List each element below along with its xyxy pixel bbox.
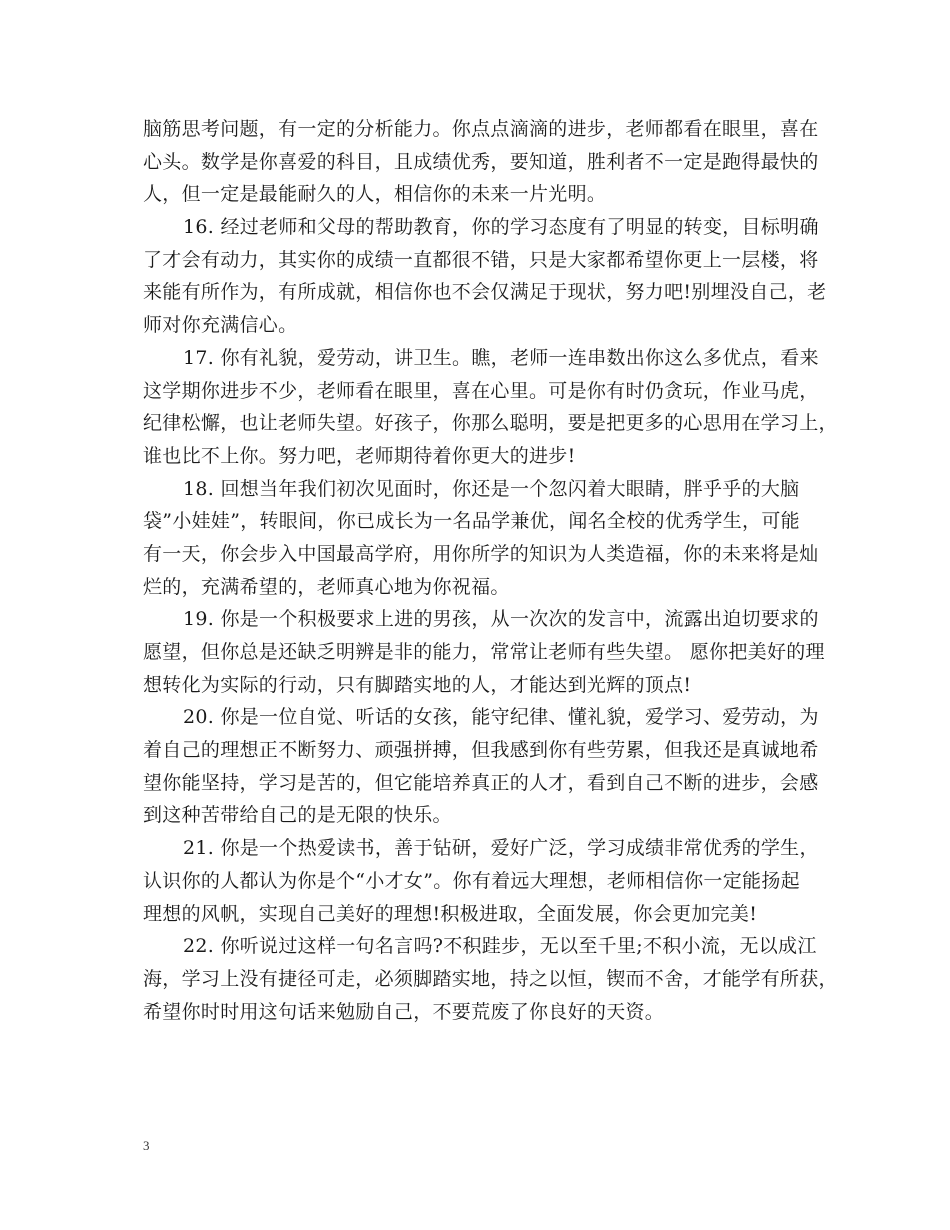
text-line: 想转化为实际的行动，只有脚踏实地的人，才能达到光辉的顶点!	[143, 673, 692, 696]
text-line: 21. 你是一个热爱读书，善于钻研，爱好广泛，学习成绩非常优秀的学生，	[183, 837, 819, 860]
text-line: 20. 你是一位自觉、听话的女孩，能守纪律、懂礼貌，爱学习、爱劳动，为	[183, 706, 819, 729]
text-line: 愿望，但你总是还缺乏明辨是非的能力，常常让老师有些失望。 愿你把美好的理	[143, 641, 825, 663]
text-line: 17. 你有礼貌，爱劳动，讲卫生。瞧，老师一连串数出你这么多优点，看来	[183, 346, 819, 369]
text-line: 脑筋思考问题，有一定的分析能力。你点点滴滴的进步，老师都看在眼里，喜在	[143, 118, 819, 140]
text-line: 人，但一定是最能耐久的人，相信你的未来一片光明。	[143, 183, 607, 206]
text-line: 16. 经过老师和父母的帮助教育，你的学习态度有了明显的转变，目标明确	[183, 216, 819, 239]
text-line: 到这种苦带给自己的是无限的快乐。	[143, 804, 452, 827]
text-line: 着自己的理想正不断努力、顽强拼搏，但我感到你有些劳累，但我还是真诚地希	[143, 739, 819, 762]
text-line: 来能有所作为，有所成就，相信你也不会仅满足于现状，努力吧!别埋没自己，老	[143, 281, 827, 304]
text-line: 师对你充满信心。	[143, 314, 298, 337]
text-line: 18. 回想当年我们初次见面时，你还是一个忽闪着大眼睛，胖乎乎的大脑	[183, 477, 800, 500]
text-line: 海，学习上没有捷径可走，必须脚踏实地，持之以恒，锲而不舍，才能学有所获，	[143, 967, 838, 990]
text-line: 烂的，充满希望的，老师真心地为你祝福。	[143, 575, 510, 598]
page-number: 3	[143, 1138, 150, 1153]
text-line: 了才会有动力，其实你的成绩一直都很不错，只是大家都希望你更上一层楼，将	[143, 248, 819, 271]
text-line: 纪律松懈，也让老师失望。好孩子，你那么聪明，要是把更多的心思用在学习上，	[143, 412, 838, 435]
text-line: 希望你时时用这句话来勉励自己，不要荒废了你良好的天资。	[143, 1000, 665, 1023]
text-line: 理想的风帆，实现自己美好的理想!积极进取，全面发展，你会更加完美!	[143, 902, 758, 925]
text-line: 19. 你是一个积极要求上进的男孩，从一次次的发言中，流露出迫切要求的	[183, 608, 819, 631]
document-body	[143, 113, 838, 1028]
text-line: 这学期你进步不少，老师看在眼里，喜在心里。可是你有时仍贪玩，作业马虎，	[143, 379, 819, 402]
text-line: 认识你的人都认为你是个“小才女”。你有着远大理想，老师相信你一定能扬起	[143, 869, 800, 892]
text-line: 望你能坚持，学习是苦的，但它能培养真正的人才，看到自己不断的进步，会感	[143, 771, 819, 794]
text-line: 22. 你听说过这样一句名言吗?不积跬步，无以至千里;不积小流，无以成江	[183, 935, 817, 958]
text-line: 谁也比不上你。努力吧，老师期待着你更大的进步!	[143, 444, 576, 467]
text-line: 心头。数学是你喜爱的科目，且成绩优秀，要知道，胜利者不一定是跑得最快的	[143, 150, 819, 173]
text-line: 有一天，你会步入中国最高学府，用你所学的知识为人类造福，你的未来将是灿	[143, 542, 819, 565]
text-line: 袋”小娃娃”，转眼间，你已成长为一名品学兼优，闻名全校的优秀学生，可能	[143, 510, 800, 533]
